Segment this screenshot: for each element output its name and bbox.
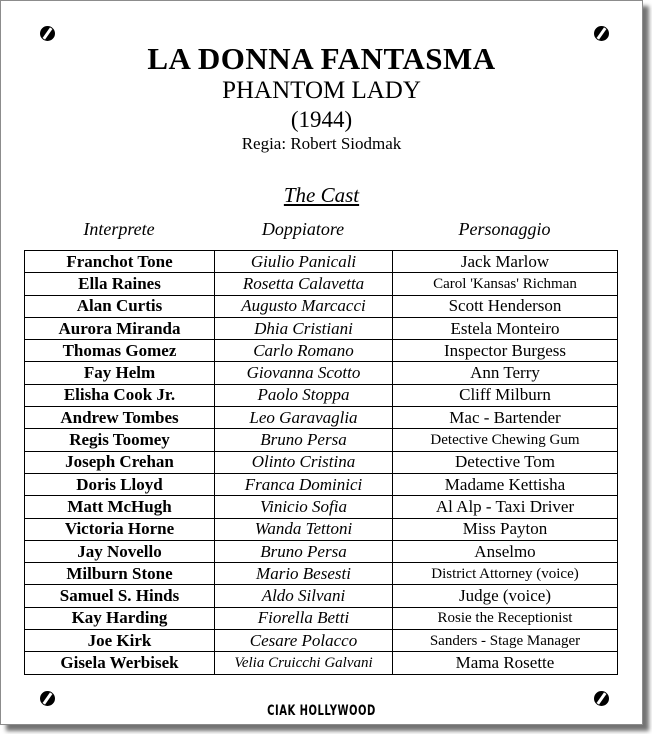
table-row	[25, 317, 618, 339]
actor-cell: Milburn Stone	[25, 563, 215, 585]
table-row	[25, 607, 618, 629]
dubber-cell: Augusto Marcacci	[215, 295, 393, 317]
role-cell: Cliff Milburn	[393, 384, 618, 406]
dubber-cell: Bruno Persa	[215, 429, 393, 451]
table-row	[25, 340, 618, 362]
release-year: (1944)	[290, 107, 353, 132]
role-cell: Mac - Bartender	[393, 407, 618, 429]
role-cell: Al Alp - Taxi Driver	[393, 496, 618, 518]
column-header-dubber: Doppiatore	[261, 219, 345, 239]
column-header-role: Personaggio	[458, 219, 551, 239]
table-row	[25, 473, 618, 495]
role-cell: Rosie the Receptionist	[393, 607, 618, 629]
screw-icon	[594, 26, 609, 41]
dubber-cell: Leo Garavaglia	[215, 407, 393, 429]
table-row	[25, 273, 618, 295]
dubber-cell: Vinicio Sofia	[215, 496, 393, 518]
dubber-cell: Paolo Stoppa	[215, 384, 393, 406]
table-row	[25, 518, 618, 540]
role-cell: Ann Terry	[393, 362, 618, 384]
dubber-cell: Rosetta Calavetta	[215, 273, 393, 295]
role-cell: Estela Monteiro	[393, 317, 618, 339]
role-cell: Inspector Burgess	[393, 340, 618, 362]
dubber-cell: Mario Besesti	[215, 563, 393, 585]
actor-cell: Fay Helm	[25, 362, 215, 384]
original-title: PHANTOM LADY	[222, 77, 421, 104]
table-row	[25, 384, 618, 406]
role-cell: Anselmo	[393, 540, 618, 562]
director-credit: Regia: Robert Siodmak	[241, 134, 402, 153]
dubber-cell: Giovanna Scotto	[215, 362, 393, 384]
table-row	[25, 407, 618, 429]
table-row	[25, 652, 618, 674]
actor-cell: Elisha Cook Jr.	[25, 384, 215, 406]
table-row	[25, 451, 618, 473]
dubber-cell: Bruno Persa	[215, 540, 393, 562]
screw-icon	[40, 26, 55, 41]
dubber-cell: Giulio Panicali	[215, 251, 393, 273]
actor-cell: Joseph Crehan	[25, 451, 215, 473]
ciak-hollywood-logo: CIAK HOLLYWOOD	[267, 703, 376, 720]
dubber-cell: Olinto Cristina	[215, 451, 393, 473]
actor-cell: Thomas Gomez	[25, 340, 215, 362]
dubber-cell: Velia Cruicchi Galvani	[215, 652, 393, 674]
role-cell: Sanders - Stage Manager	[393, 630, 618, 652]
dubber-cell: Aldo Silvani	[215, 585, 393, 607]
table-row	[25, 563, 618, 585]
cast-table	[24, 250, 618, 675]
actor-cell: Victoria Horne	[25, 518, 215, 540]
actor-cell: Gisela Werbisek	[25, 652, 215, 674]
table-row	[25, 362, 618, 384]
role-cell: Mama Rosette	[393, 652, 618, 674]
cast-heading: The Cast	[283, 183, 360, 207]
dubber-cell: Cesare Polacco	[215, 630, 393, 652]
actor-cell: Matt McHugh	[25, 496, 215, 518]
actor-cell: Regis Toomey	[25, 429, 215, 451]
dubber-cell: Fiorella Betti	[215, 607, 393, 629]
table-row	[25, 496, 618, 518]
actor-cell: Ella Raines	[25, 273, 215, 295]
actor-cell: Franchot Tone	[25, 251, 215, 273]
role-cell: Madame Kettisha	[393, 473, 618, 495]
dubber-cell: Franca Dominici	[215, 473, 393, 495]
role-cell: Carol 'Kansas' Richman	[393, 273, 618, 295]
role-cell: Detective Chewing Gum	[393, 429, 618, 451]
actor-cell: Andrew Tombes	[25, 407, 215, 429]
column-header-actor: Interprete	[83, 219, 155, 239]
dubber-cell: Dhia Cristiani	[215, 317, 393, 339]
role-cell: Miss Payton	[393, 518, 618, 540]
table-row	[25, 429, 618, 451]
role-cell: Judge (voice)	[393, 585, 618, 607]
actor-cell: Doris Lloyd	[25, 473, 215, 495]
actor-cell: Alan Curtis	[25, 295, 215, 317]
role-cell: Scott Henderson	[393, 295, 618, 317]
actor-cell: Kay Harding	[25, 607, 215, 629]
table-row	[25, 585, 618, 607]
table-row	[25, 540, 618, 562]
film-title: LA DONNA FANTASMA	[147, 41, 496, 76]
actor-cell: Samuel S. Hinds	[25, 585, 215, 607]
dubber-cell: Wanda Tettoni	[215, 518, 393, 540]
dubber-cell: Carlo Romano	[215, 340, 393, 362]
role-cell: Jack Marlow	[393, 251, 618, 273]
actor-cell: Jay Novello	[25, 540, 215, 562]
actor-cell: Aurora Miranda	[25, 317, 215, 339]
role-cell: District Attorney (voice)	[393, 563, 618, 585]
table-row	[25, 295, 618, 317]
table-row	[25, 630, 618, 652]
table-row	[25, 251, 618, 273]
actor-cell: Joe Kirk	[25, 630, 215, 652]
role-cell: Detective Tom	[393, 451, 618, 473]
